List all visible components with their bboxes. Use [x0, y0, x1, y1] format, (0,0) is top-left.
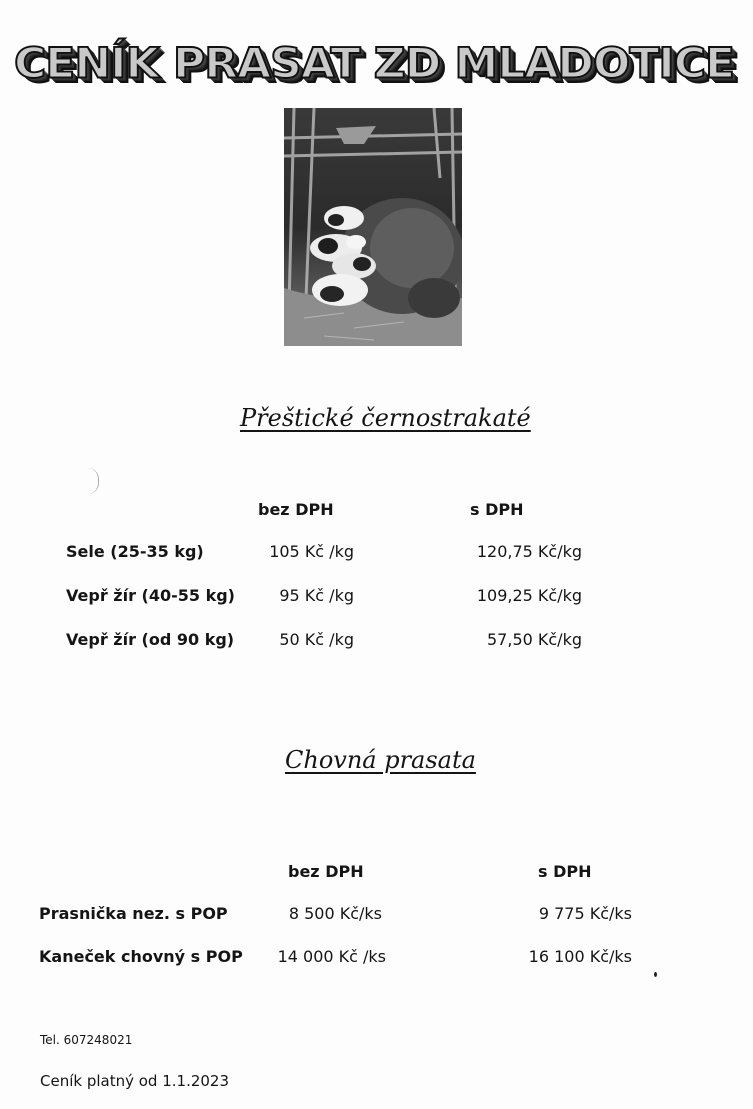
sow-with-piglets-photo — [284, 108, 462, 346]
row-label: Vepř žír (40-55 kg) — [66, 586, 235, 605]
col-header-gross: s DPH — [538, 862, 592, 881]
scan-mark — [88, 468, 99, 494]
col-header-net: bez DPH — [258, 500, 334, 519]
title-wordart — [14, 38, 735, 108]
col-header-net: bez DPH — [288, 862, 364, 881]
row-gross-price: 109,25 Kč/kg — [476, 586, 582, 605]
row-net-price: 8 500 Kč/ks — [288, 904, 382, 923]
scan-speck — [654, 972, 657, 977]
row-label: Prasnička nez. s POP — [39, 904, 228, 923]
validity-note: Ceník platný od 1.1.2023 — [40, 1072, 230, 1090]
page-title: CENÍK PRASAT ZD MLADOTICE — [14, 39, 735, 88]
row-label: Kaneček chovný s POP — [39, 947, 243, 966]
row-gross-price: 16 100 Kč/ks — [528, 947, 632, 966]
row-net-price: 50 Kč /kg — [279, 630, 354, 649]
row-net-price: 14 000 Kč /ks — [277, 947, 386, 966]
row-net-price: 95 Kč /kg — [279, 586, 354, 605]
row-gross-price: 9 775 Kč/ks — [538, 904, 632, 923]
col-header-gross: s DPH — [470, 500, 524, 519]
row-net-price: 105 Kč /kg — [269, 542, 354, 561]
row-gross-price: 120,75 Kč/kg — [476, 542, 582, 561]
row-label: Vepř žír (od 90 kg) — [66, 630, 235, 649]
section-title-prestice: Přeštické černostrakaté — [240, 404, 531, 432]
section-title-breeding-pigs: Chovná prasata — [285, 746, 476, 774]
phone-number: Tel. 607248021 — [40, 1033, 133, 1047]
row-gross-price: 57,50 Kč/kg — [487, 630, 582, 649]
row-label: Sele (25-35 kg) — [66, 542, 204, 561]
